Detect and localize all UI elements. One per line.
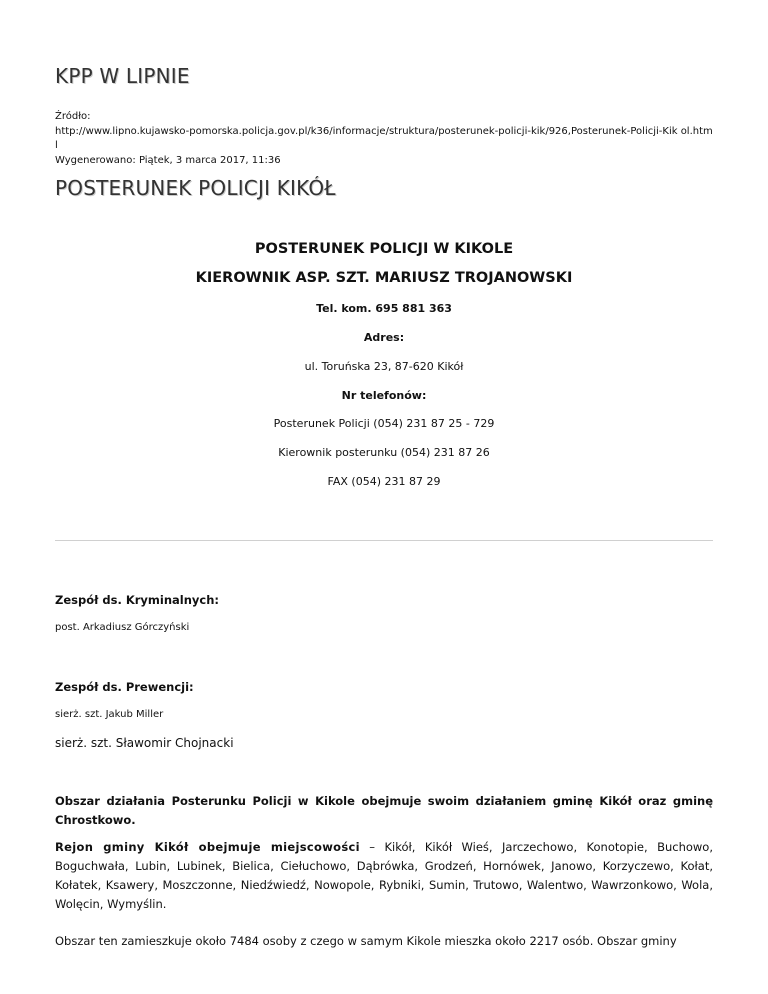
generated-date: Wygenerowano: Piątek, 3 marca 2017, 11:36	[55, 154, 281, 166]
source-meta	[55, 110, 713, 168]
prevention-team-member-2: sierż. szt. Sławomir Chojnacki	[55, 736, 234, 750]
population-text: Obszar ten zamieszkuje około 7484 osoby z czego w samym Kikole mieszka około 2217 osób. Obszar gminy	[55, 934, 677, 948]
head-officer: KIEROWNIK ASP. SZT. MARIUSZ TROJANOWSKI	[195, 270, 573, 286]
criminal-team-label: Zespół ds. Kryminalnych:	[55, 593, 220, 607]
prevention-team-member-1: sierż. szt. Jakub Miller	[55, 709, 164, 720]
section-divider	[55, 540, 713, 541]
address-text: ul. Toruńska 23, 87-620 Kikół	[304, 360, 464, 373]
district-lead: Rejon gminy Kikół obejmuje miejscowości	[55, 840, 360, 854]
source-url: http://www.lipno.kujawsko-pomorska.policja.gov.pl/k36/informacje/struktura/posterunek-policji-kik/926,Posterunek-Policji-Kik ol.html	[55, 125, 713, 151]
source-label: Źródło:	[55, 111, 91, 122]
article-title: POSTERUNEK POLICJI KIKÓŁ	[55, 176, 336, 200]
area-scope: Obszar działania Posterunku Policji w Kikole obejmuje swoim działaniem gminę Kikół oraz gminę Chrostkowo.	[55, 794, 713, 827]
phone-station: Posterunek Policji (054) 231 87 25 - 729	[273, 417, 495, 430]
mobile-phone: Tel. kom. 695 881 363	[316, 302, 452, 315]
site-title: KPP W LIPNIE	[55, 64, 190, 88]
district-places: – Kikół, Kikół Wieś, Jarczechowo, Konotopie, Buchowo, Boguchwała, Lubin, Lubinek, Bielica, Ciełuchowo, Dąbrówka, Grodzeń, Hornówek, Janowo, Korzyczewo, Kołat, Kołatek, Ksawery, Moszczonne, Niedźwiedź, Nowopole, Rybniki, Sumin, Trutowo, Walentwo, Wawrzonkowo, Wola, Wolęcin, Wymyślin.	[55, 840, 713, 911]
phone-head: Kierownik posterunku (054) 231 87 26	[278, 446, 490, 459]
fax-number: FAX (054) 231 87 29	[327, 475, 441, 488]
criminal-team-member: post. Arkadiusz Górczyński	[55, 622, 190, 633]
station-heading: POSTERUNEK POLICJI W KIKOLE	[254, 241, 514, 257]
phones-label: Nr telefonów:	[341, 389, 427, 402]
prevention-team-label: Zespół ds. Prewencji:	[55, 680, 194, 694]
address-label: Adres:	[363, 331, 405, 344]
district-paragraph	[55, 838, 713, 914]
